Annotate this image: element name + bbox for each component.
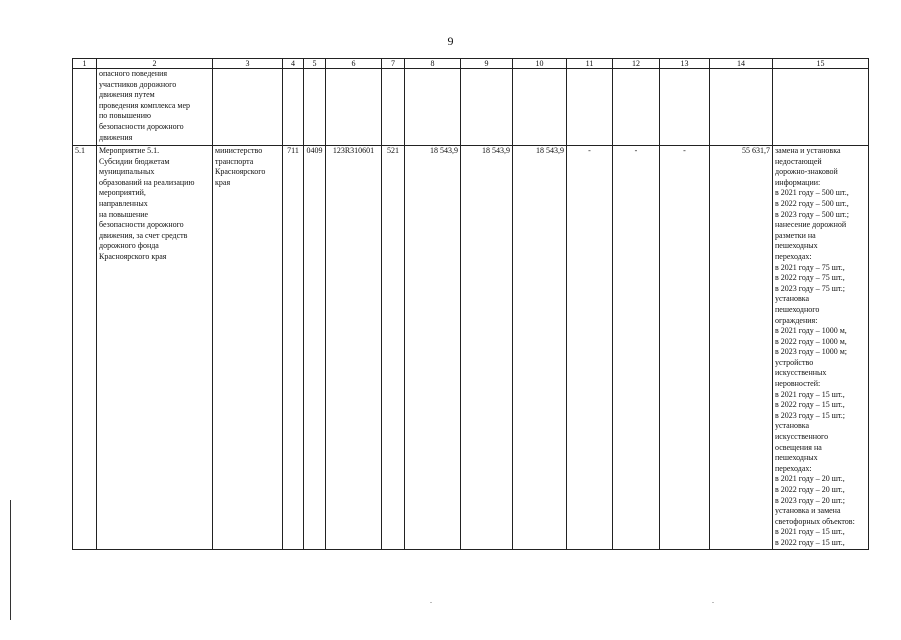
row-number: 5.1 (73, 146, 97, 550)
header-cell: 7 (382, 59, 405, 69)
expected-result: замена и установка недостающей дорожно-знаковой информации: в 2021 году – 500 шт., в 2022 году – 500 шт., в 2023 году – 500 шт.; нанесение дорожной разметки на пешеходных переходах: в 2021 году – 75 шт., в 2022 году – 75 шт., в 2023 году – 75 шт.; установка пешеходного ограждения: в 2021 году – 1000 м, в 2022 году – 1000 м, в 2023 году – 1000 м; устройство искусственных неровностей: в 2021 году – 15 шт., в 2022 году – 15 шт., в 2023 году – 15 шт.; установка искусственного освещения на пешеходных переходах: в 2021 году – 20 шт., в 2022 году – 20 шт., в 2023 году – 20 шт.; установка и замена светофорных объектов: в 2021 году – 15 шт., в 2022 году – 15 шт., (773, 146, 869, 550)
scan-margin-line (10, 500, 11, 620)
scan-speck (712, 602, 714, 603)
header-cell: 8 (405, 59, 461, 69)
header-row (73, 59, 869, 69)
col-12-value: - (613, 146, 660, 550)
vr-code: 521 (382, 146, 405, 550)
table-row (73, 146, 869, 550)
header-cell: 10 (513, 59, 567, 69)
header-cell: 15 (773, 59, 869, 69)
scan-speck (430, 602, 432, 603)
header-cell: 14 (710, 59, 773, 69)
header-cell: 4 (283, 59, 304, 69)
continuation-text: опасного поведения участников дорожного движения путем проведения комплекса мер по повышению безопасности дорожного движения (97, 69, 213, 146)
header-cell: 12 (613, 59, 660, 69)
csr-code: 123R310601 (326, 146, 382, 550)
continuation-row (73, 69, 869, 146)
header-cell: 3 (213, 59, 283, 69)
amount-2023: 18 543,9 (513, 146, 567, 550)
header-cell: 9 (461, 59, 513, 69)
col-11-value: - (567, 146, 613, 550)
amount-2022: 18 543,9 (461, 146, 513, 550)
grbs-code: 711 (283, 146, 304, 550)
header-cell: 1 (73, 59, 97, 69)
rzpr-code: 0409 (304, 146, 326, 550)
header-cell: 5 (304, 59, 326, 69)
page-number: 9 (447, 34, 454, 48)
amount-2021: 18 543,9 (405, 146, 461, 550)
header-cell: 11 (567, 59, 613, 69)
measures-table (72, 58, 869, 550)
header-cell: 2 (97, 59, 213, 69)
amount-total: 55 631,7 (710, 146, 773, 550)
col-13-value: - (660, 146, 710, 550)
header-cell: 6 (326, 59, 382, 69)
executor: министерство транспорта Красноярского края (213, 146, 283, 550)
header-cell: 13 (660, 59, 710, 69)
measure-name: Мероприятие 5.1. Субсидии бюджетам муниципальных образований на реализацию мероприятий, направленных на повышение безопасности дорожного движения, за счет средств дорожного фонда Красноярского края (97, 146, 213, 550)
